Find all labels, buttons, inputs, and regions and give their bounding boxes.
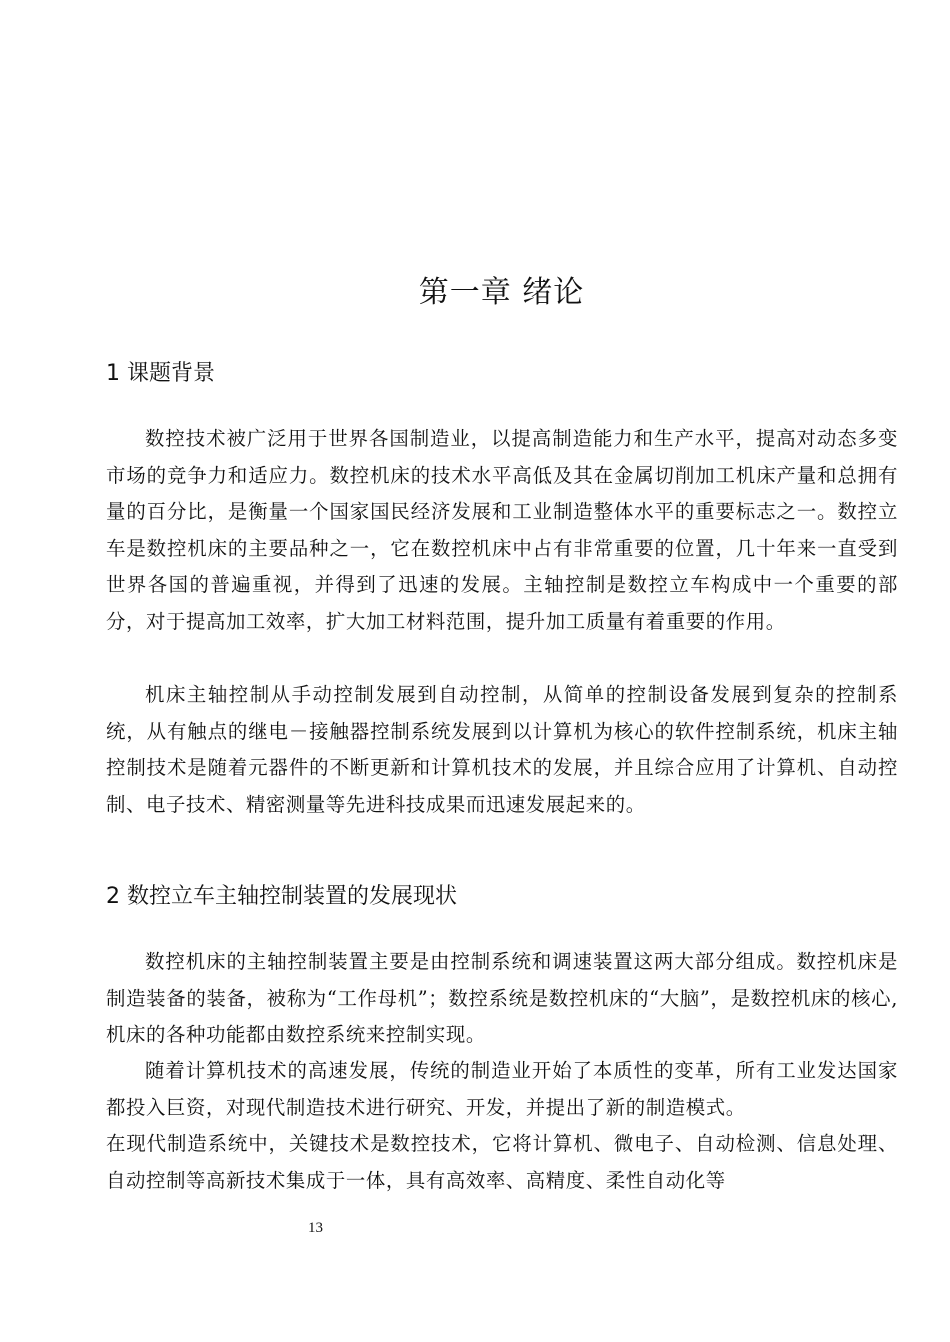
paragraph-background-1: 数控技术被广泛用于世界各国制造业，以提高制造能力和生产水平，提高对动态多变市场的竞争力和适应力。数控机床的技术水平高低及其在金属切削加工机床产量和总拥有量的百分比，是衡量一个国家国民经济发展和工业制造整体水平的重要标志之一。数控立车是数控机床的主要品种之一，它在数控机床中占有非常重要的位置，几十年来一直受到世界各国的普遍重视，并得到了迅速的发展。主轴控制是数控立车构成中一个重要的部分，对于提高加工效率，扩大加工材料范围，提升加工质量有着重要的作用。 — [106, 427, 898, 633]
section-heading-status: 2 数控立车主轴控制装置的发展现状 — [106, 884, 457, 909]
paragraph-background-2: 机床主轴控制从手动控制发展到自动控制，从简单的控制设备发展到复杂的控制系统，从有触点的继电－接触器控制系统发展到以计算机为核心的软件控制系统，机床主轴控制技术是随着元器件的不断更新和计算机技术的发展，并且综合应用了计算机、自动控制、电子技术、精密测量等先进科技成果而迅速发展起来的。 — [106, 683, 898, 816]
paragraph-status-3: 在现代制造系统中，关键技术是数控技术，它将计算机、微电子、自动检测、信息处理、自动控制等高新技术集成于一体，具有高效率、高精度、柔性自动化等 — [106, 1132, 898, 1192]
paragraph-status-1: 数控机床的主轴控制装置主要是由控制系统和调速装置这两大部分组成。数控机床是制造装备的装备，被称为“工作母机”；数控系统是数控机床的“大脑”，是数控机床的核心,机床的各种功能都由数控系统来控制实现。 — [106, 950, 898, 1046]
chapter-title: 第一章 绪论 — [418, 275, 585, 310]
page-number: 13 — [308, 1220, 323, 1236]
section-heading-background: 1 课题背景 — [106, 361, 215, 386]
paragraph-status-2: 随着计算机技术的高速发展，传统的制造业开始了本质性的变革，所有工业发达国家都投入巨资，对现代制造技术进行研究、开发，并提出了新的制造模式。 — [106, 1059, 898, 1119]
